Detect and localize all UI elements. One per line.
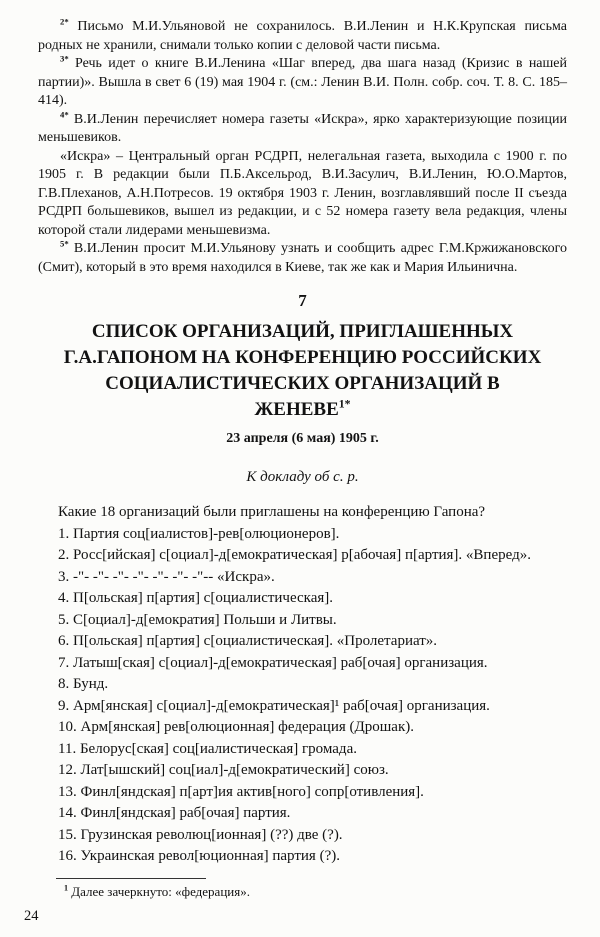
list-item: 5. С[оциал]-д[емократия] Польши и Литвы. xyxy=(58,611,337,628)
endnotes-section xyxy=(38,18,567,277)
endnote-marker: 3* xyxy=(60,53,69,64)
endnote xyxy=(38,240,567,277)
document-title xyxy=(63,319,543,423)
list-item: 14. Финл[яндская] раб[очая] партия. xyxy=(58,805,291,821)
list-item: 2. Росс[ийская] с[оциал]-д[емократическая] р[абочая] п[артия]. «Вперед». xyxy=(58,547,531,563)
page-footnote xyxy=(38,884,567,900)
endnote-text: В.И.Ленин просит М.И.Ульянову узнать и сообщить адрес Г.М.Кржижановского (Смит), который в это время находился в Киеве, так же как и Мария Ильинична. xyxy=(38,241,567,275)
list-item: 3. -"- -"- -"- -"- -"- -"- -"-- «Искра». xyxy=(58,568,275,585)
endnote xyxy=(38,55,567,111)
document-date: 23 апреля (6 мая) 1905 г. xyxy=(226,431,379,446)
document-title-text: СПИСОК ОРГАНИЗАЦИЙ, ПРИГЛАШЕННЫХ Г.А.ГАПОНОМ НА КОНФЕРЕНЦИЮ РОССИЙСКИХ СОЦИАЛИСТИЧЕСКИХ ОРГАНИЗАЦИЙ В ЖЕНЕВЕ xyxy=(63,321,542,420)
list-item: 12. Лат[ышский] соц[иал]-д[емократический] союз. xyxy=(58,762,389,778)
list-item: 9. Арм[янская] с[оциал]-д[емократическая]¹ раб[очая] организация. xyxy=(58,697,490,714)
list-item: 10. Арм[янская] рев[олюционная] федерация (Дрошак). xyxy=(58,719,414,735)
document-number: 7 xyxy=(298,291,307,310)
endnote-text: Речь идет о книге В.И.Ленина «Шаг вперед, два шага назад (Кризис в нашей партии)». Вышла в свет 6 (19) мая 1904 г. (см.: Ленин В.И. Полн. собр. соч. Т. 8. С. 185–414). xyxy=(38,56,568,108)
endnote xyxy=(38,18,567,55)
list-item: 6. П[ольская] п[артия] с[оциалистическая]. «Пролетариат». xyxy=(58,633,438,649)
list-item: 8. Бунд. xyxy=(58,676,109,692)
document-subtitle: К докладу об с. р. xyxy=(246,469,359,485)
list-item: 1. Партия соц[иалистов]-рев[олюционеров]. xyxy=(58,525,340,542)
endnote-text: «Искра» – Центральный орган РСДРП, нелегальная газета, выходила с 1900 г. по 1905 г. В редакции были П.Б.Аксельрод, В.И.Засулич, В.И.Ленин, Ю.О.Мартов, Г.В.Плеханов, А.Н.Потресов. 19 октября 1903 г. Ленин, возглавлявший после II съезда РСДРП большевиков, вышел из редакции, и с 52 номера газету вела редакция, члены которой стали лидерами меньшевизма. xyxy=(38,148,567,238)
footnote-divider xyxy=(56,878,206,879)
endnote-marker: 4* xyxy=(60,108,69,119)
list-item: 16. Украинская револ[юционная] партия (?). xyxy=(58,848,340,864)
list-item: 13. Финл[яндская] п[арт]ия актив[ного] сопр[отивления]. xyxy=(58,783,424,800)
page-footnote-marker: 1 xyxy=(64,883,69,893)
document-body xyxy=(38,502,567,868)
endnote-text: В.И.Ленин перечисляет номера газеты «Искра», ярко характеризующие позиции меньшевиков. xyxy=(38,111,567,145)
title-footnote-ref: 1* xyxy=(338,397,351,411)
endnote-marker: 2* xyxy=(60,16,69,27)
endnote xyxy=(38,148,567,241)
list-item: 7. Латыш[ская] с[оциал]-д[емократическая] раб[очая] организация. xyxy=(58,654,488,671)
endnote-marker: 5* xyxy=(60,238,69,249)
endnote xyxy=(38,108,567,148)
list-item: 4. П[ольская] п[артия] с[оциалистическая]. xyxy=(58,590,334,606)
endnote-text: Письмо М.И.Ульяновой не сохранилось. В.И.Ленин и Н.К.Крупская письма родных не хранили, снимали только копии с деловой части письма. xyxy=(38,19,568,53)
list-item: 11. Белорус[ская] соц[иалистическая] громада. xyxy=(58,740,357,757)
page-footnote-text: Далее зачеркнуто: «федерация». xyxy=(71,883,250,899)
question-paragraph: Какие 18 организаций были приглашены на конференцию Гапона? xyxy=(58,504,486,520)
page-number: 24 xyxy=(24,908,39,924)
list-item: 15. Грузинская революц[ионная] (??) две (?). xyxy=(58,826,343,843)
